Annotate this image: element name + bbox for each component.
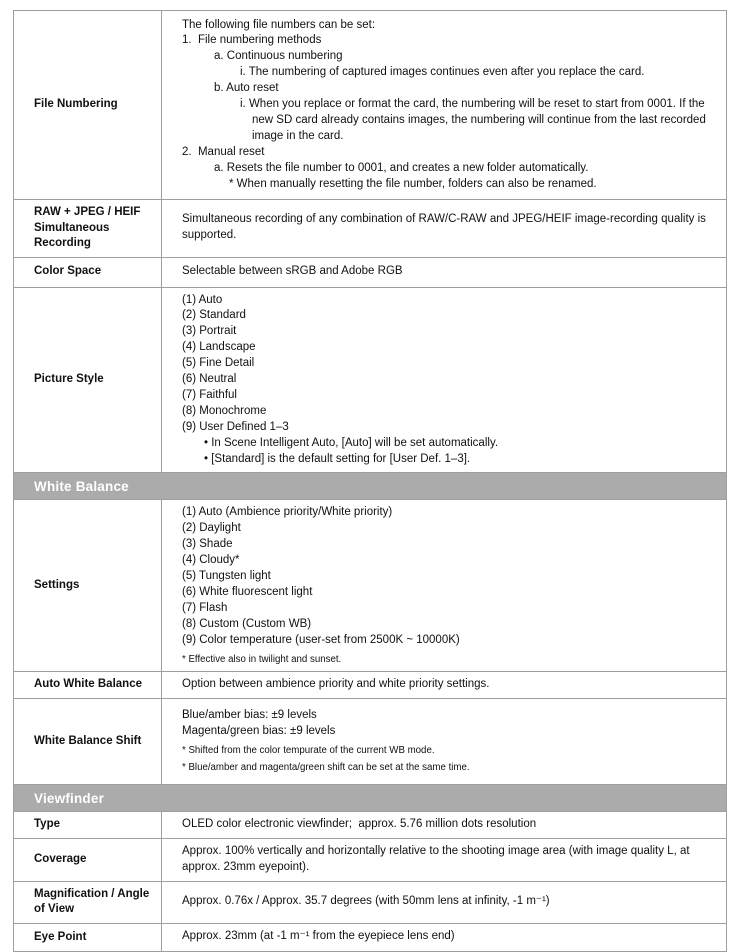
- spec-text-line: OLED color electronic viewfinder; approx. 5.76 million dots resolution: [182, 818, 537, 831]
- spec-text-line: (4) Landscape: [182, 341, 256, 354]
- spec-text-line: (3) Portrait: [182, 325, 237, 338]
- spec-text-line: Simultaneous recording of any combination of RAW/C-RAW and JPEG/HEIF image-recording quality is supported.: [182, 213, 710, 242]
- spec-label: Color Space: [34, 265, 102, 278]
- spec-value-cell: [162, 200, 726, 257]
- spec-label: RAW + JPEG / HEIF Simultaneous Recording: [34, 206, 141, 249]
- spec-text-line: * Blue/amber and magenta/green shift can be set at the same time.: [182, 762, 470, 774]
- spec-label-cell: [14, 200, 162, 257]
- spec-text-line: a. Resets the file number to 0001, and creates a new folder automatically.: [214, 161, 589, 174]
- spec-row-auto-white-balance: [14, 671, 726, 698]
- spec-label: Eye Point: [34, 930, 87, 943]
- spec-text-line: (2) Daylight: [182, 522, 241, 535]
- spec-text-line: (8) Custom (Custom WB): [182, 617, 312, 630]
- spec-text-line: (5) Tungsten light: [182, 570, 271, 583]
- spec-row-coverage: [14, 838, 726, 881]
- spec-text-line: The following file numbers can be set:: [182, 18, 376, 31]
- spec-text-line: a. Continuous numbering: [214, 50, 343, 63]
- spec-label: Magnification / Angle of View: [34, 887, 150, 916]
- spec-value-cell: [162, 258, 726, 287]
- spec-text-line: Magenta/green bias: ±9 levels: [182, 725, 336, 738]
- spec-label-cell: [14, 500, 162, 671]
- spec-value-cell: [162, 672, 726, 698]
- spec-text-line: (5) Fine Detail: [182, 357, 255, 370]
- section-title: White Balance: [34, 478, 129, 494]
- spec-text-line: Selectable between sRGB and Adobe RGB: [182, 265, 403, 278]
- spec-text-line: * Shifted from the color tempurate of the current WB mode.: [182, 744, 435, 756]
- spec-value-cell: [162, 882, 726, 923]
- spec-row-picture-style: [14, 287, 726, 473]
- spec-text-line: Blue/amber bias: ±9 levels: [182, 709, 317, 722]
- spec-value-cell: [162, 924, 726, 951]
- spec-label-cell: [14, 672, 162, 698]
- spec-row-color-space: [14, 257, 726, 287]
- spec-label-cell: [14, 924, 162, 951]
- spec-label-cell: [14, 839, 162, 881]
- spec-row-raw-jpeg-heif-simultaneous-recording: [14, 199, 726, 257]
- spec-text-line: i. When you replace or format the card, the numbering will be reset to start from 0001. If the new SD card already contains images, the numbering will continue from the last recorded image in the card.: [240, 98, 710, 142]
- spec-label: Settings: [34, 579, 80, 592]
- spec-value-cell: [162, 699, 726, 784]
- section-title: Viewfinder: [34, 790, 105, 806]
- spec-text-line: (9) User Defined 1–3: [182, 420, 289, 433]
- spec-text-line: (3) Shade: [182, 538, 233, 551]
- spec-label: Picture Style: [34, 373, 104, 386]
- spec-row-file-numbering: [14, 11, 726, 199]
- spec-text-line: • [Standard] is the default setting for [User Def. 1–3].: [204, 452, 471, 465]
- spec-text-line: Approx. 100% vertically and horizontally relative to the shooting image area (with image quality L, at approx. 23mm eyepoint).: [182, 845, 693, 873]
- spec-text-line: (1) Auto (Ambience priority/White priority): [182, 506, 393, 519]
- spec-text-line: b. Auto reset: [214, 82, 279, 95]
- spec-table: [13, 10, 727, 952]
- spec-text-line: Approx. 23mm (at -1 m⁻¹ from the eyepiece lens end): [182, 930, 455, 943]
- spec-text-line: 1. File numbering methods: [182, 34, 322, 47]
- spec-label: Type: [34, 818, 60, 831]
- section-header-white-balance: [14, 472, 726, 499]
- spec-label-cell: [14, 812, 162, 838]
- spec-label: Coverage: [34, 853, 87, 866]
- spec-label-cell: [14, 11, 162, 199]
- spec-text-line: (6) Neutral: [182, 373, 237, 386]
- spec-text-line: * Effective also in twilight and sunset.: [182, 653, 342, 665]
- spec-text-line: (9) Color temperature (user-set from 2500K ~ 10000K): [182, 633, 460, 646]
- spec-text-line: • In Scene Intelligent Auto, [Auto] will be set automatically.: [204, 436, 499, 449]
- spec-text-line: (7) Faithful: [182, 388, 237, 401]
- spec-label-cell: [14, 882, 162, 923]
- spec-value-cell: [162, 812, 726, 838]
- spec-label: White Balance Shift: [34, 734, 142, 747]
- spec-label-cell: [14, 258, 162, 287]
- spec-text-line: * When manually resetting the file number, folders can also be renamed.: [229, 177, 597, 190]
- spec-label-cell: [14, 699, 162, 784]
- spec-text-line: (2) Standard: [182, 309, 246, 322]
- spec-row-type: [14, 811, 726, 838]
- spec-label: Auto White Balance: [34, 678, 142, 691]
- spec-label-cell: [14, 288, 162, 473]
- spec-text-line: (7) Flash: [182, 601, 228, 614]
- spec-text-line: 2. Manual reset: [182, 145, 265, 158]
- spec-value-cell: [162, 839, 726, 881]
- spec-row-settings: [14, 499, 726, 671]
- spec-text-line: (8) Monochrome: [182, 404, 267, 417]
- spec-text-line: (4) Cloudy*: [182, 554, 240, 567]
- spec-row-white-balance-shift: [14, 698, 726, 784]
- spec-row-magnification-angle-of-view: [14, 881, 726, 923]
- spec-label: File Numbering: [34, 98, 118, 111]
- spec-text-line: (1) Auto: [182, 293, 223, 306]
- spec-text-line: (6) White fluorescent light: [182, 586, 313, 598]
- spec-text-line: Approx. 0.76x / Approx. 35.7 degrees (with 50mm lens at infinity, -1 m⁻¹): [182, 895, 550, 908]
- spec-text-line: Option between ambience priority and white priority settings.: [182, 678, 490, 691]
- spec-text-line: i. The numbering of captured images continues even after you replace the card.: [240, 66, 645, 79]
- spec-row-eye-point: [14, 923, 726, 951]
- spec-value-cell: [162, 500, 726, 671]
- section-header-viewfinder: [14, 784, 726, 811]
- spec-value-cell: [162, 11, 726, 199]
- spec-value-cell: [162, 288, 726, 473]
